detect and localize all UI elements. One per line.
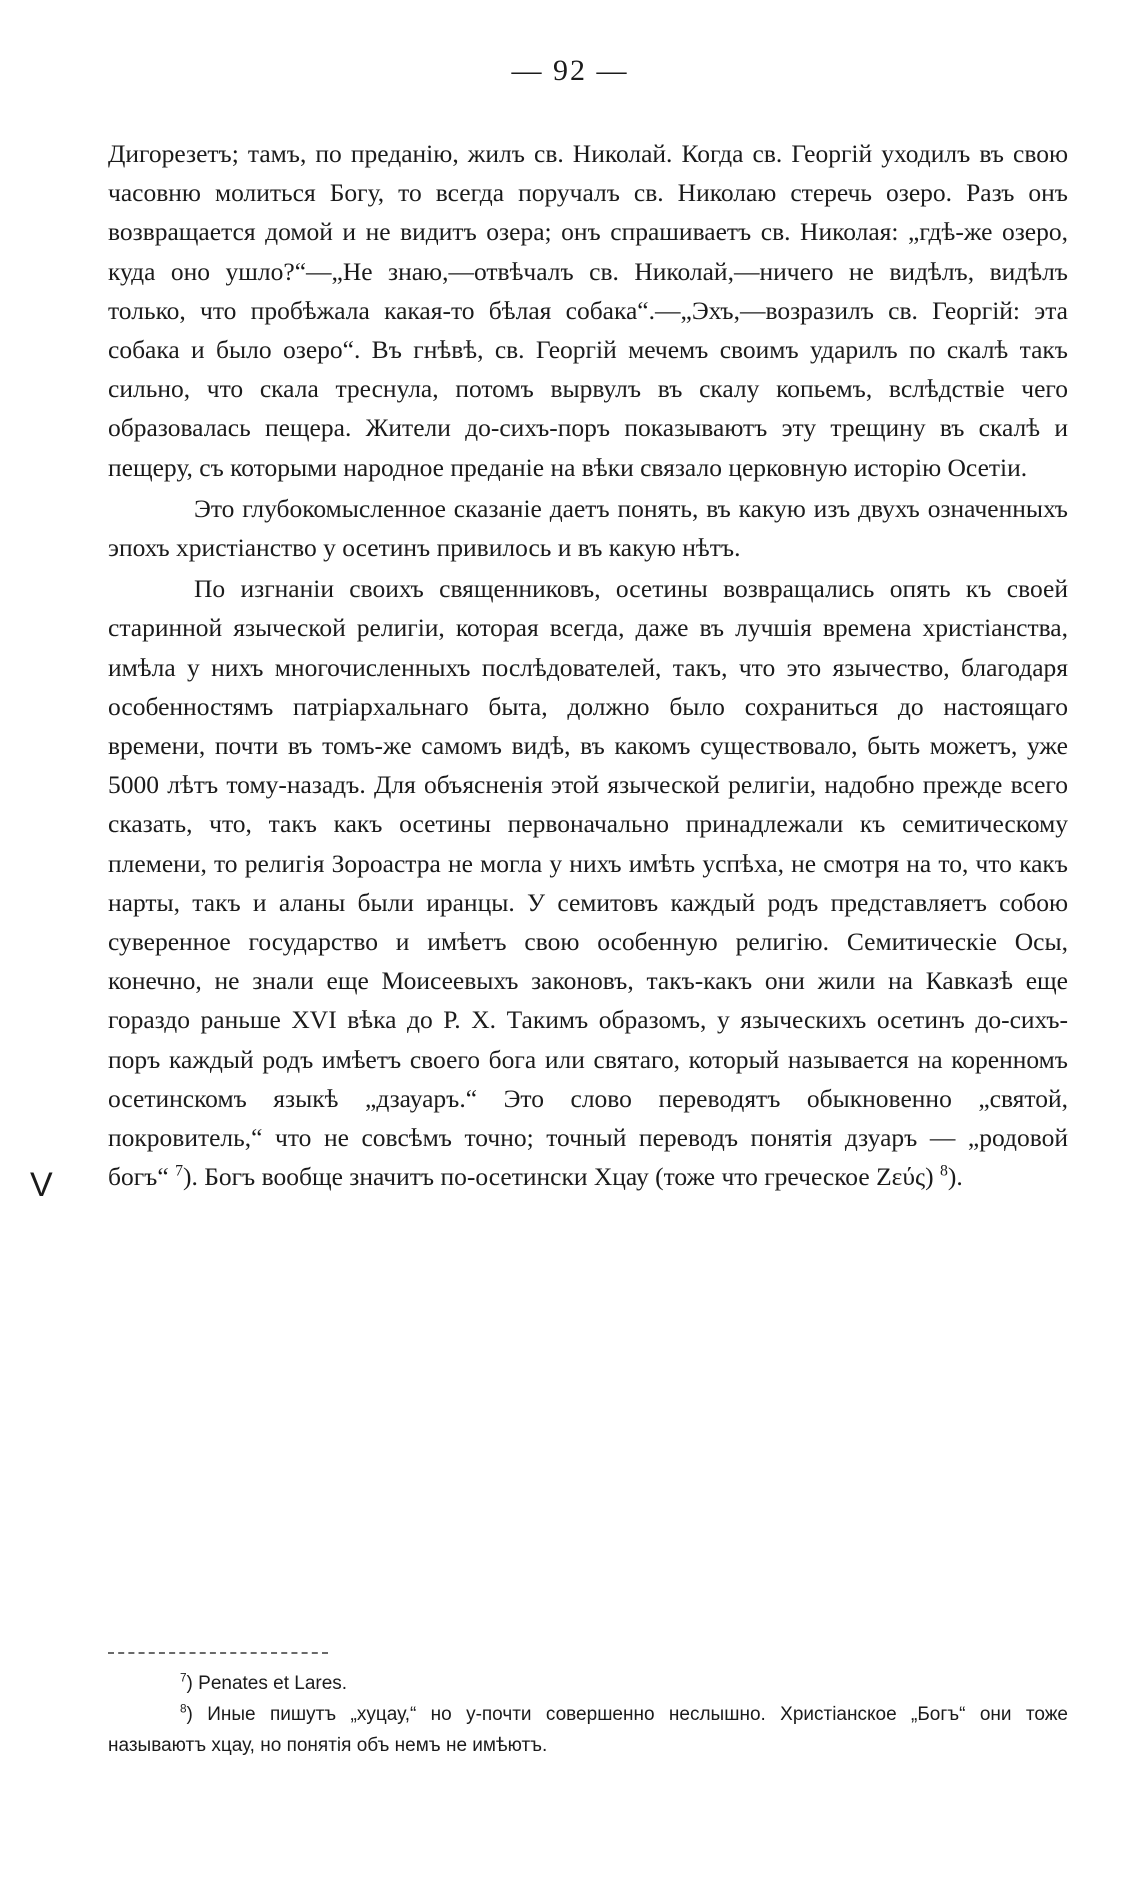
- footnote-ref-8: 8: [939, 1162, 948, 1180]
- paragraph-3: [108, 569, 1068, 1196]
- body-text: [108, 134, 1068, 1198]
- footnote-ref-7: 7: [175, 1162, 183, 1180]
- footnote-8-marker: 8: [180, 1702, 187, 1716]
- paragraph-3-text-b: ). Богъ вообще значитъ по-осетински Хцау (тоже что греческое Ζεύς): [182, 1162, 934, 1192]
- footnote-8: [108, 1699, 1068, 1761]
- page-number: — 92 —: [511, 54, 629, 87]
- footnote-8-text: ) Иные пишутъ „хуцау,“ но у-почти совершенно неслышно. Христіанское „Богъ“ они тоже называютъ хцау, но понятія объ немъ не имѣютъ.: [108, 1704, 1068, 1756]
- paragraph-3-text-c: ).: [947, 1162, 963, 1192]
- paragraph-1: Дигорезетъ; тамъ, по преданію, жилъ св. Николай. Когда св. Георгій уходилъ въ свою часовню молиться Богу, то всегда поручалъ св. Николаю стеречь озеро. Разъ онъ возвращается домой и не видитъ озера; онъ спрашиваетъ св. Николая: „гдѣ-же озеро, куда оно ушло?“—„Не знаю,—отвѣчалъ св. Николай,—ничего не видѣлъ, видѣлъ только, что пробѣжала какая-то бѣлая собака“.—„Эхъ,—возразилъ св. Георгій: эта собака и было озеро“. Въ гнѣвѣ, св. Георгій мечемъ своимъ ударилъ по скалѣ такъ сильно, что скала треснула, потомъ вырвулъ въ скалу копьемъ, вслѣдствіе чего образовалась пещера. Жители до-сихъ-поръ показываютъ эту трещину въ скалѣ и пещеру, съ которыми народное преданіе на вѣки связало церковную исторію Осетіи.: [108, 139, 1068, 482]
- paragraph-3-text-a: По изгнаніи своихъ священниковъ, осетины возвращались опять къ своей старинной языческой религіи, которая всегда, даже въ лучшія времена христіанства, имѣла у нихъ многочисленныхъ послѣдователей, такъ, что это язычество, благодаря особенностямъ патріархальнаго быта, должно было сохраниться до настоящаго времени, почти въ томъ-же самомъ видѣ, въ какомъ существовало, быть можетъ, уже 5000 лѣтъ тому-назадъ. Для объясненія этой языческой религіи, надобно прежде всего сказать, что, такъ какъ осетины первоначально принадлежали къ семитическому племени, то религія Зороастра не могла у нихъ имѣть успѣха, не смотря на то, что какъ нарты, такъ и аланы были иранцы. У семитовъ каждый родъ представляетъ собою суверенное государство и имѣетъ свою особенную религію. Семитическіе Осы, конечно, не знали еще Моисеевыхъ законовъ, такъ-какъ они жили на Кавказѣ еще гораздо раньше XVI вѣка до Р. Х. Такимъ образомъ, у языческихъ осетинъ до-сихъ-поръ каждый родъ имѣетъ своего бога или святаго, который называется на коренномъ осетинскомъ языкѣ „дзауаръ.“ Это слово переводятъ обыкновенно „святой, покровитель,“ что не совсѣмъ точно; точный переводъ понятія дзуаръ — „родовой богъ“: [108, 574, 1068, 1192]
- footnote-7-text: ) Penates et Lares.: [186, 1673, 348, 1694]
- footnote-7-marker: 7: [180, 1671, 187, 1685]
- paragraph-2: Это глубокомысленное сказаніе даетъ понять, въ какую изъ двухъ означенныхъ эпохъ христіанство у осетинъ привилось и въ какую нѣтъ.: [108, 493, 1068, 563]
- footnotes: [108, 1668, 1068, 1761]
- footnote-7: [108, 1668, 1068, 1699]
- margin-mark: V: [30, 1166, 53, 1204]
- footnote-rule: [108, 1652, 328, 1654]
